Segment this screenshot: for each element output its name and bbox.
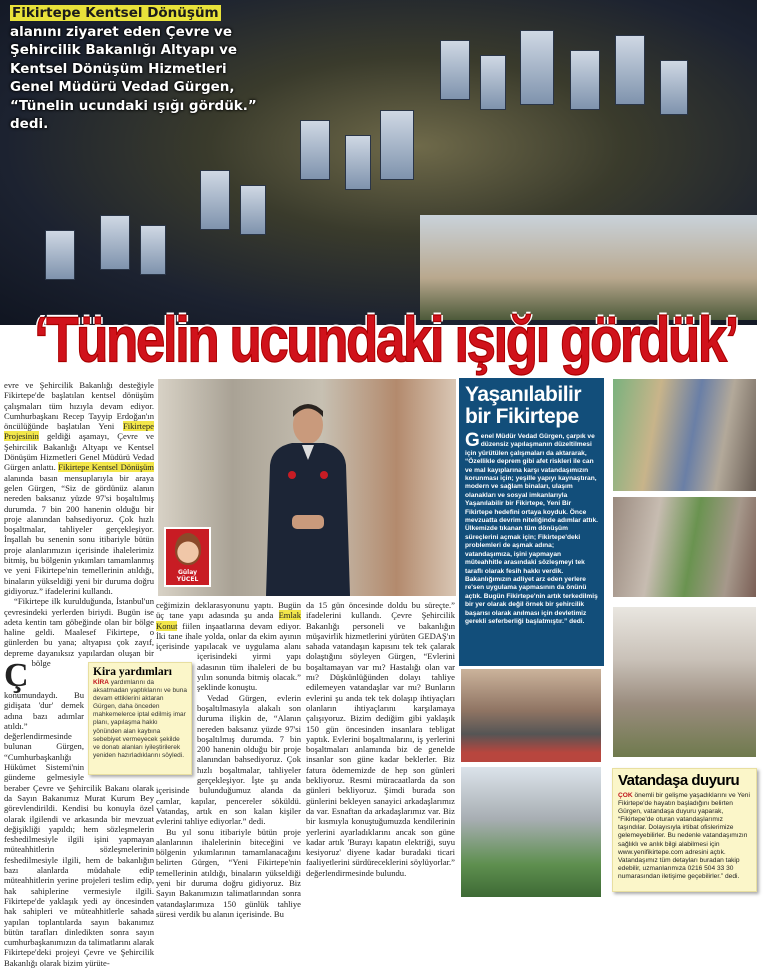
lead-word: ÇOK xyxy=(618,792,633,799)
highlight: Fikirtepe Projesinin xyxy=(4,421,154,442)
author-face xyxy=(175,533,201,565)
headline: ‘Tünelin ucundaki ışığı gördük’ xyxy=(34,305,737,376)
text: Vedad Gürgen, evlerin boşaltılmasıyla alakalı son duruma ilişkin de, “Alanın nereden baksanız yüzde 97'si boşaltılmış durumda. 7 bin 200 hanenin olduğu bir proje alanından bahsediyoruz. Çok hızlı boşaltmalar, tahliyeler gerçekleşiyor. İşte şu anda içerisinde bulunduğumuz alanda da camlar, kapılar, pencereler söküldü. Vatandaş, artık en son kalan kişiler evlerini tahliye ediyorlar.” dedi. xyxy=(156,692,301,827)
drop-cap: G xyxy=(465,430,480,451)
citizen-notice-sidebar xyxy=(612,768,757,892)
notice-title: Vatandaşa duyuru xyxy=(618,772,740,789)
text: geldiği aşamayı, Çevre ve Şehircilik Bakanlığı Altyapı ve Kentsel Dönüşüm Hizmetleri Genel Müdürü Vedad Gürgen anlattı. xyxy=(4,431,154,473)
highlight: Fikirtepe Kentsel Dönüşüm xyxy=(58,462,154,473)
highlight: Emlak Konut xyxy=(156,610,301,631)
abandoned-buildings-photo xyxy=(613,607,756,757)
text: “Fikirtepe ilk kurulduğunda, İstanbul'un çevresindeki yerlerden biriydi. Bugün ise adeta kentin tam göbeğinde olan bir bölge haline geldi. Maalesef Fikirtepe, o günlerden bu yana; altyapısı çok zayıf, depreme dayanıksız yapılardan oluşan bir bölge konumundaydı. Bu gidişata 'dur' demek adına bazı adımlar atıldı.” değerlendirmesinde bulunan Gürgen, “Cumhurbaşkanlığı Hükümet Sistemi'nin gündeme gelmesiyle beraber Çevre ve Şehircilik Bakanı olarak da Sayın Bakanımız Murat Kurum Bey görevlendirildi. Kendisi bu konuyla özel olarak ilgilendi ve arkasında bir mevzuat değişikliği yapıldı; hem sözleşmelerin feshedilmesiyle ilgili işini yapmayan müteahhitlerin sözleşmelerinin feshedilmesiyle ilgili, hem de bakanlığın bazı alanlarda müdahale edip müteahhitlerin yerine projeleri teslim edip, hak sahiplerine vermesiyle ilgili. Fikirtepe'de yaklaşık yedi ay öncesinden hak sahipleri ve müteahhitlerle sahada yapılan toplantılarda sayın bakanımız bütün tarafları dinledikten sonra sayın cumhurbaşkanımızın da talimatlarını alarak Fikirtepe'deki projeyi Çevre ve Şehircilik Bakanlığı olarak bizim yürüte- xyxy=(4,596,154,968)
alley-photo-2 xyxy=(613,497,756,597)
author-avatar xyxy=(164,527,211,587)
paragraph: da 15 gün öncesinde doldu bu süreçte.” ifadelerini kullandı. Çevre Şehircilik Bakanlığı personeli ve bakanlığın müşavirlik hizmetlerini yürüten GEDAŞ'ın sahada vatandaşın kapısını tek tek çalarak dolaştığını söyleyen Gürgen, “Evlerini boşaltamayan var mı? Hastalığı olan var mı? Düşkünlüğünden dolayı tahliye edilemeyen vatandaşlar var mı? Bunların evlerini şu anda tek tek dolaşıp ihtiyaçları olanların ihtiyaçlarını karşılamaya çalışıyoruz. Bizim dediğim gibi yaklaşık 150 gün öncesinden insanlara tebligat yaptık. Evlerini boşaltmalarını, iş yerlerini boşaltmaları anlamında biz de genelde insanlar son güne kadar beklerler. Biz fatura ödememizde de hep son günleri bekliyoruz. Resmi müracaatlarda da son günleri bekliyoruz. Şimdi burada son günlerini bekleyen sanayici arkadaşlarımız da var. Esnaftan da arkadaşlarımız var. Biz bir kısmıyla konuştuğumuzda kendilerinin yerlerini ayarladıklarını ancak son güne kadar artık 'Burayı kapatın elektriği, suyu kesiyoruz' diyene kadar buradaki ticari faaliyetlerini sürdüreceklerini söylüyorlar.” değerlendirmesinde bulundu. xyxy=(306,600,455,878)
text: Bu yıl sonu itibariyle bütün proje alanlarının ihalelerinin biteceğini ve bölgenin yıkımlarının tamamlanacağını belirten Gürgen, “Yeni Fikirtepe'nin temellerinin atıldığı, binaların yükseldiği yeni bir duruma doğru gidiyoruz. Biz Sayın Bakanımızın talimatlarından sonra vatandaşlarımıza 150 günlük tahliye süresi verdik bu alanın içerisinde. Bu xyxy=(156,826,301,919)
box-body: enel Müdür Vedad Gürgen, çarpık ve düzensiz yapılaşmanın düzeltilmesi için yürütülen çalışmaları da aktararak, “Özellikle deprem gibi afet riskleri ile can ve mal kayıplarına karşı vatandaşımızın korunması için; yeşille yapıyı kaynaştıran, modern ve sağlam binaları, ulaşım olanakları ve sosyal imkanlarıyla Yaşanılabilir bir Fikirtepe, Yeni Bir Fikirtepe hedefini ortaya koyduk. Önce mevzuatta devrim niteliğinde adımlar attık. Ülkemizde tıkanan tüm dönüşüm süreçlerini açmak için; Fikirtepe'deki problemleri de aşmak adına; vatandaşımıza, işini yapmayan müteahhitle arasındaki sözleşmeyi tek taraflı olarak fesih hakkı verdik. Bakanlığımızın adliyet arz eden yerlere re'sen uygulama yapmasının da önünü açtık. Bugün Fikirtepe'nin artık terkedilmiş bir yer olarak değil örnek bir şehircilik başarısı olarak anılması için devletimiz gerekli seferberliği başlatmıştır.” dedi. xyxy=(465,433,599,625)
drop-cap: Ç xyxy=(4,657,29,694)
caption-highlight: Fikirtepe Kentsel Dönüşüm xyxy=(12,5,219,21)
street-rendering-photo xyxy=(461,669,601,762)
livable-fikirtepe-box xyxy=(459,378,604,666)
person-figure xyxy=(262,395,354,596)
hero-caption xyxy=(10,4,260,134)
rent-aid-sidebar xyxy=(88,662,192,775)
text: alanında basın mensuplarıyla bir araya gelen Gürgen, “Siz de gördünüz alanın nereden baksanız yüzde 97'si boşaltılmış durumda. 7 bin 200 hanenin olduğu bir proje alanından bahsediyoruz. Çok hızlı boşaltmalar, tahliyeler gerçekleşiyor. İnşallah bu senenin sonu itibariyle bütün proje alanlarımızın içerisinde ihalelerimiz bitmiş, bu bölgenin yıkımları tamamlanmış ve yeni Fikirtepe'nin temellerinin atıldığı, binaların yükseldiği yeni bir duruma doğru gidiyoruz.” ifadelerini kullandı. xyxy=(4,472,154,596)
park-rendering-photo xyxy=(461,767,601,897)
text: evre ve Şehircilik Bakanlığı desteğiyle Fikirtepe'de başlatılan kentsel dönüşüm çalışmaları tüm hızıyla devam ediyor. Cumhurbaşkanı Recep Tayyip Erdoğan'ın öncülüğünde başlatılan Yeni xyxy=(4,380,154,432)
author-name: Gülay YÜCEL xyxy=(176,569,199,583)
box-title: Yaşanılabilir bir Fikirtepe xyxy=(465,383,582,428)
paragraph xyxy=(4,596,154,968)
alley-photo-1 xyxy=(613,379,756,491)
sidebar-body: yardımlarını da aksatmadan yaptıklarını ve buna devam ettiklerini aktaran Gürgen, daha önceden mahkemelerce iptal edilmiş imar planı, yapılaşma hakkı yönünden alan kaybına sebebiyet vermeyecek şekilde ve donatı alanları iyileştirilerek yeniden hazırladıklarını söyledi. xyxy=(93,679,187,759)
lead-word: KİRA xyxy=(93,679,109,686)
text: fiilen inşaatlarına devam ediyor. İki tane ihale yolda, onlar da ekim ayının içerisinde yapılacak ve uygulama alanı içerisindeki yirmi yapı adasının tüm ihaleleri de bu yılın sonunda bitmiş olacak.” şeklinde konuştu. xyxy=(156,620,301,693)
sidebar-title: Kira yardımları xyxy=(93,666,172,678)
article-column-3 xyxy=(306,600,455,878)
notice-body: önemli bir gelişme yaşadıklarını ve Yeni Fikirtepe'de hayatın başladığını belirten Gürgen, vatandaşa duyuru yaparak, “Fikirtepe'de oturan vatandaşlarımız taşındılar. Dolayısıyla irtibat ofislerimize gelemeyebilirler. Bu nedenle vatandaşımızın sağlıklı ve anlık bilgi alabilmesi için www.yenifikirtepe.com adresini açtık. Vatandaşımız tüm detayları buradan takip edebilir, uzmanlarımıza 0216 504 33 30 numarasından iletişime geçebilirler.” dedi. xyxy=(618,792,750,880)
caption-text: alanını ziyaret eden Çevre ve Şehircilik Bakanlığı Altyapı ve Kentsel Dönüşüm Hizmetleri Genel Müdürü Vedad Gürgen, “Tünelin ucundaki ışığı gördük.” dedi. xyxy=(10,23,257,132)
text: ceğimizin deklarasyonunu yaptı. Bugün üç tane yapı adasında şu anda xyxy=(156,600,301,621)
